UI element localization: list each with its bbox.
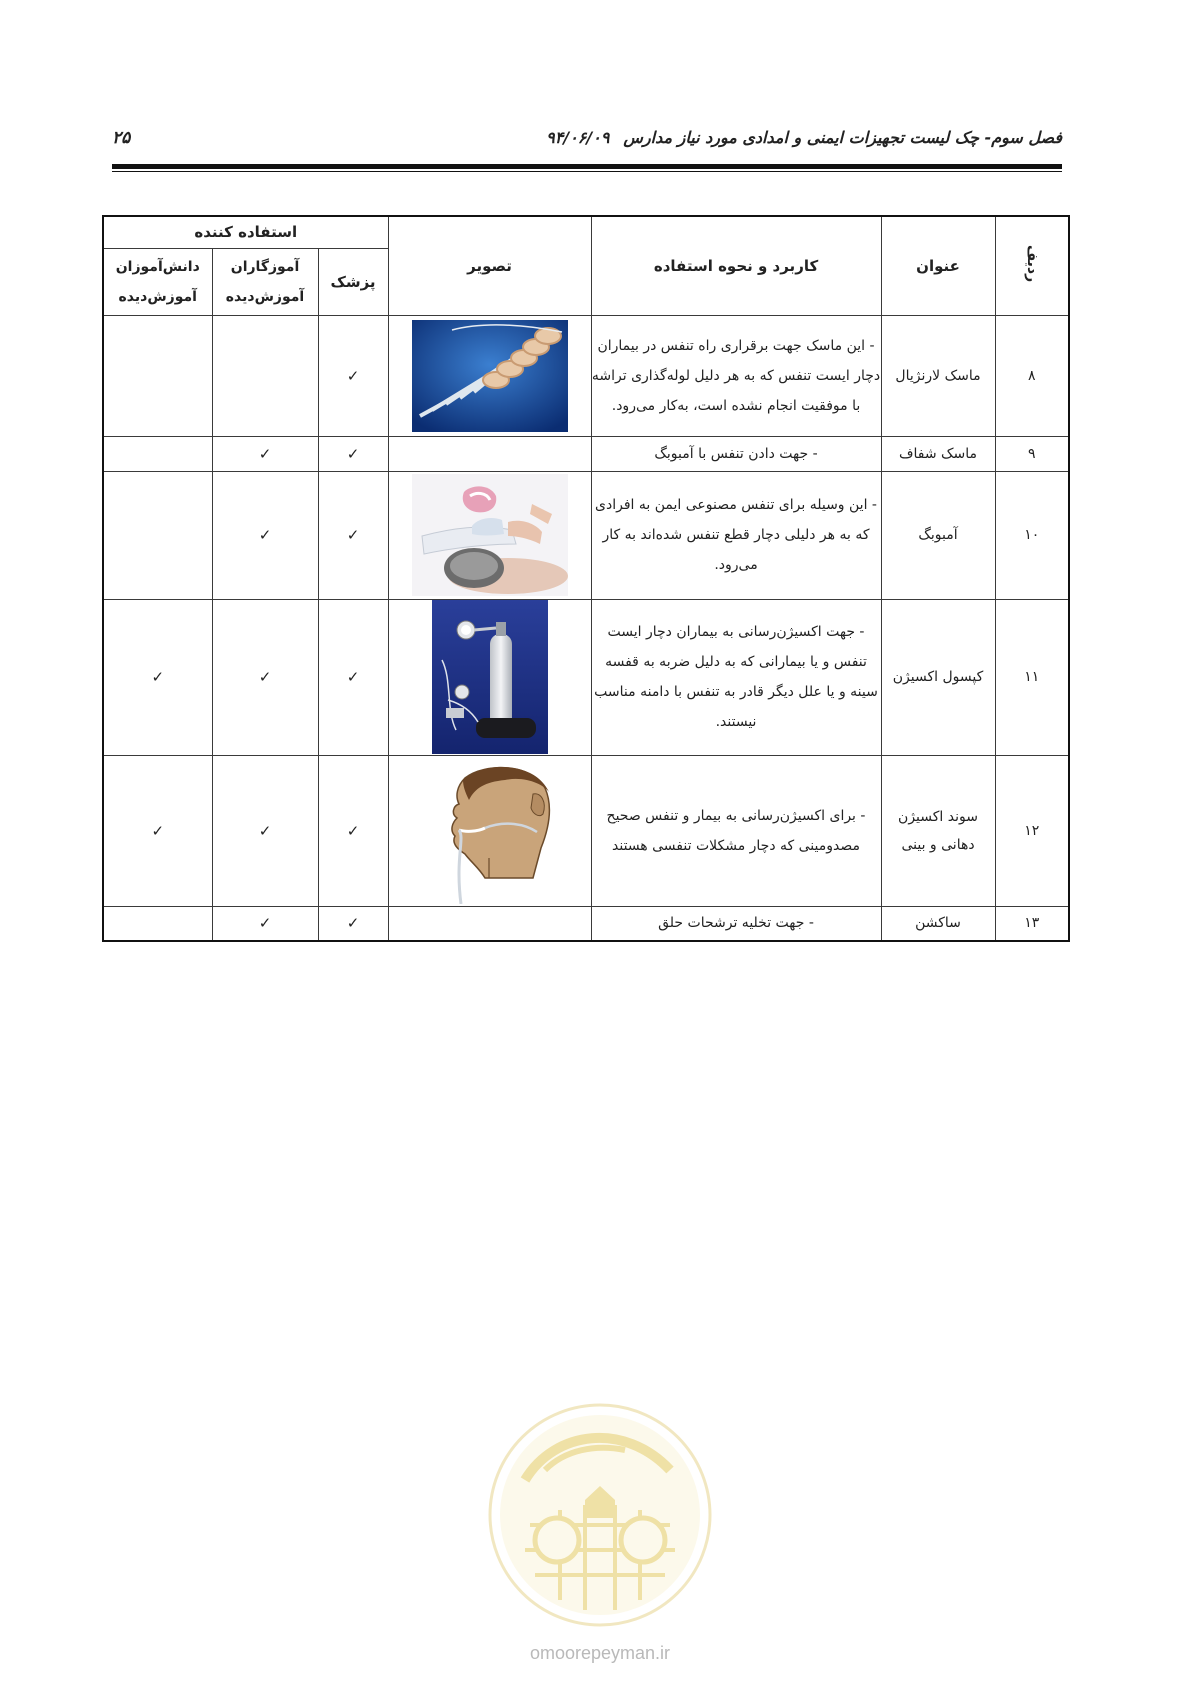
header-trained-students: دانش‌آموزان آموزش‌دیده (103, 248, 212, 315)
row-image-cell (388, 436, 591, 471)
doctor-check: ✓ (318, 906, 388, 941)
chapter-title (546, 128, 1062, 147)
table-row (103, 599, 1069, 755)
table-row (103, 906, 1069, 941)
header-users: استفاده کننده (103, 216, 388, 248)
row-title: ماسک شفاف (881, 436, 995, 471)
row-number: ۱۳ (995, 906, 1069, 941)
teachers-check: ✓ (212, 755, 318, 906)
header-trained-teachers: آموزگاران آموزش‌دیده (212, 248, 318, 315)
row-title: ماسک لارنژیال (881, 315, 995, 436)
row-description: - جهت دادن تنفس با آمبوبگ (591, 436, 881, 471)
students-check (103, 315, 212, 436)
table-row (103, 436, 1069, 471)
watermark-url: omoorepeyman.ir (529, 1643, 671, 1663)
teachers-check: ✓ (212, 599, 318, 755)
header-date: ۹۴/۰۶/۰۹ (546, 128, 610, 147)
header-rule-thin (112, 171, 1062, 172)
students-check (103, 436, 212, 471)
row-image-cell (388, 599, 591, 755)
row-image-cell (388, 906, 591, 941)
table-row (103, 315, 1069, 436)
table-row (103, 755, 1069, 906)
row-image-cell (388, 315, 591, 436)
row-image-cell (388, 755, 591, 906)
header-image: تصویر (388, 216, 591, 315)
row-number: ۱۱ (995, 599, 1069, 755)
ambu-bag-photo (412, 474, 568, 596)
chapter-title-text: فصل سوم- چک لیست تجهیزات ایمنی و امدادی مورد نیاز مدارس (623, 128, 1062, 147)
doctor-check: ✓ (318, 315, 388, 436)
students-check: ✓ (103, 599, 212, 755)
header-title: عنوان (881, 216, 995, 315)
doctor-check: ✓ (318, 471, 388, 599)
row-number: ۱۲ (995, 755, 1069, 906)
row-description: - برای اکسیژن‌رسانی به بیمار و تنفس صحیح مصدومینی که دچار مشکلات تنفسی هستند (591, 755, 881, 906)
page-header (112, 128, 1062, 156)
row-number: ۸ (995, 315, 1069, 436)
row-title: آمبوبگ (881, 471, 995, 599)
row-description: - این ماسک جهت برقراری راه تنفس در بیماران دچار ایست تنفس که به هر دلیل لوله‌گذاری تراشه با موفقیت انجام نشده است، به‌کار می‌رود. (591, 315, 881, 436)
row-number: ۱۰ (995, 471, 1069, 599)
teachers-check: ✓ (212, 436, 318, 471)
header-doctor: پزشک (318, 248, 388, 315)
row-number: ۹ (995, 436, 1069, 471)
teachers-check: ✓ (212, 906, 318, 941)
row-title: سوند اکسیژن دهانی و بینی (881, 755, 995, 906)
watermark-logo (485, 1400, 715, 1630)
header-rule-thick (112, 164, 1062, 169)
row-title: ساکشن (881, 906, 995, 941)
row-description: - جهت اکسیژن‌رسانی به بیماران دچار ایست تنفس و یا بیمارانی که به دلیل ضربه به قفسه سینه و یا علل دیگر قادر به تنفس با دامنه مناسب نیستند. (591, 599, 881, 755)
oxygen-cylinder-photo (432, 600, 548, 754)
students-check (103, 906, 212, 941)
header-usage: کاربرد و نحوه استفاده (591, 216, 881, 315)
row-description: - این وسیله برای تنفس مصنوعی ایمن به افرادی که به هر دلیلی دچار قطع تنفس شده‌اند به کار می‌رود. (591, 471, 881, 599)
table-row (103, 471, 1069, 599)
laryngeal-mask-photo (412, 320, 568, 432)
header-row-no: ردیف (995, 216, 1069, 315)
doctor-check: ✓ (318, 436, 388, 471)
nasal-cannula-illustration (425, 758, 555, 904)
row-title: کپسول اکسیژن (881, 599, 995, 755)
teachers-check (212, 315, 318, 436)
page-number: ۲۵ (112, 128, 131, 148)
students-check (103, 471, 212, 599)
teachers-check: ✓ (212, 471, 318, 599)
equipment-table (102, 215, 1070, 942)
row-description: - جهت تخلیه ترشحات حلق (591, 906, 881, 941)
doctor-check: ✓ (318, 755, 388, 906)
doctor-check: ✓ (318, 599, 388, 755)
students-check: ✓ (103, 755, 212, 906)
row-image-cell (388, 471, 591, 599)
